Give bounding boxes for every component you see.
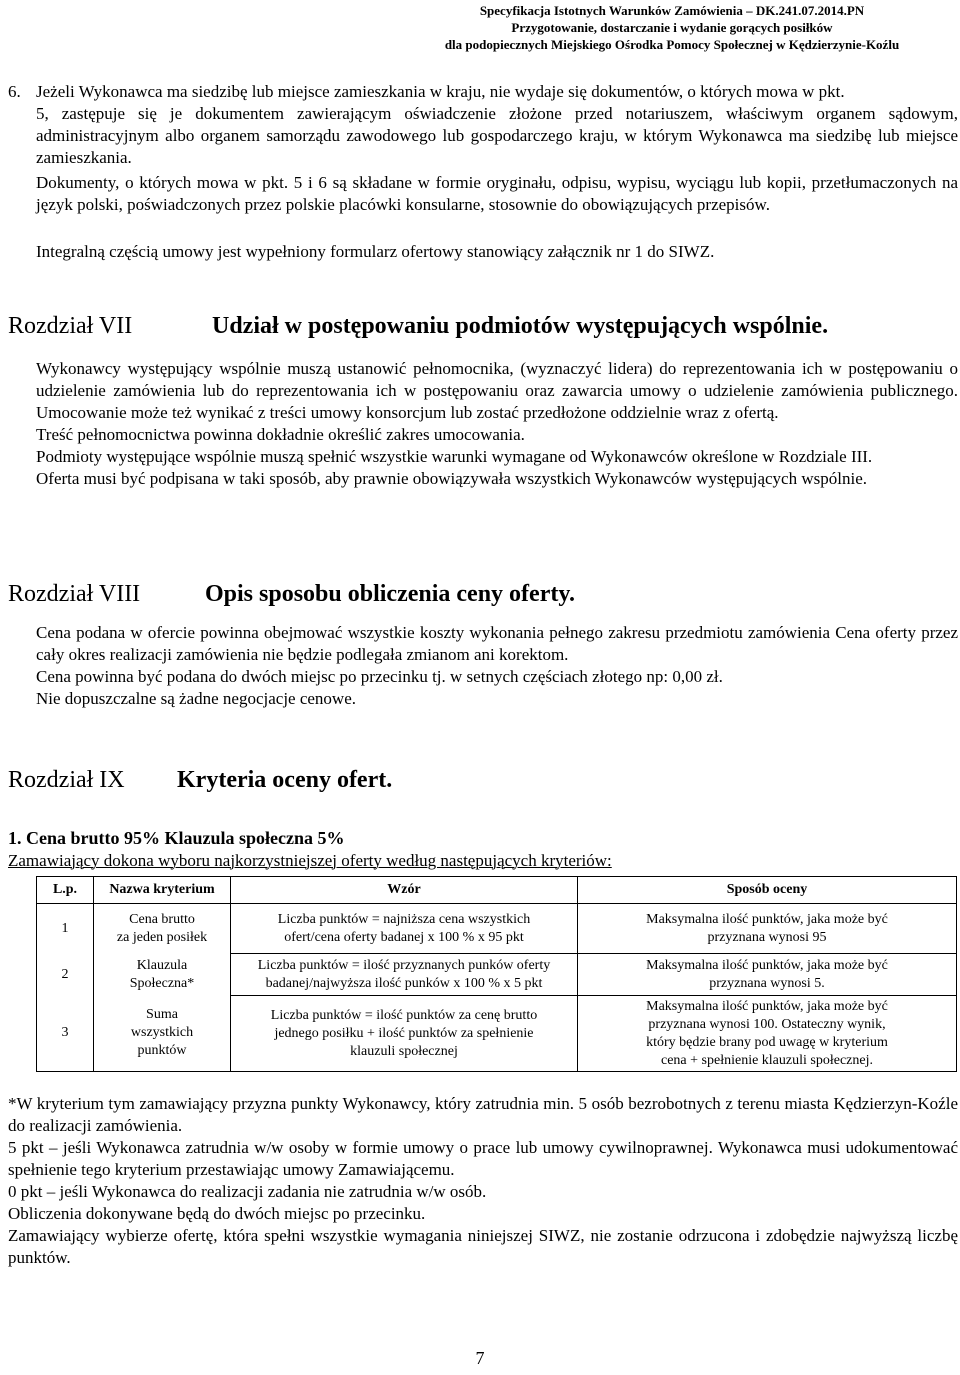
cell-formula: Liczba punktów = ilość przyznanych punków oferty badanej/najwyższa ilość punków x 100 % x 5 pkt — [231, 954, 578, 996]
section-6-line1: Jeżeli Wykonawca ma siedzibę lub miejsce zamieszkania w kraju, nie wydaje się dokumentów, o których mowa w pkt. — [36, 82, 845, 101]
cell-formula: Liczba punktów = najniższa cena wszystkich ofert/cena oferty badanej x 100 % x 95 pkt — [231, 904, 578, 954]
page-number: 7 — [475, 1348, 485, 1368]
list-item: Cena powinna być podana do dwóch miejsc po przecinku tj. w setnych częściach złotego np: 0,00 zł. — [36, 667, 723, 686]
table-row — [37, 904, 957, 954]
table-row — [37, 954, 957, 996]
list-item: Wykonawcy występujący wspólnie muszą ustanowić pełnomocnika, (wyznaczyć lidera) do reprezentowania ich w postępowaniu o udzielenie zamówienia lub do reprezentowania ich w postępowaniu oraz zawarcia umowy o udzielenie zamówienia publicznego. Umocowanie może też wynikać z treści umowy konsorcjum lub zostać przedłożone oddzielnie wraz z ofertą. — [36, 359, 958, 422]
cell-name: Suma wszystkich punktów — [94, 996, 231, 1072]
header-lp: L.p. — [37, 877, 94, 904]
chapter-8-list — [8, 622, 958, 710]
cell-method: Maksymalna ilość punktów, jaka może być przyznana wynosi 100. Ostateczny wynik, który będzie brany pod uwagę w kryterium cena + spełnienie klauzuli społecznej. — [578, 996, 957, 1072]
chapter-9-subhead: 1. Cena brutto 95% Klauzula społeczna 5% — [8, 828, 345, 848]
chapter-7-heading — [8, 311, 132, 341]
document-header — [392, 2, 952, 53]
section-8-number — [8, 241, 36, 263]
table-header-row — [37, 877, 957, 904]
section-8 — [8, 241, 958, 263]
list-item: Nie dopuszczalne są żadne negocjacje cenowe. — [36, 689, 356, 708]
list-item: Podmioty występujące wspólnie muszą spełnić wszystkie warunki wymagane od Wykonawców określone w Rozdziale III. — [36, 447, 873, 466]
chapter-7-list — [8, 358, 958, 490]
section-6 — [8, 81, 958, 169]
footnote: 5 pkt – jeśli Wykonawca zatrudnia w/w osoby w formie umowy o prace lub umowy cywilnoprawnej. Wykonawca musi udokumentować spełnienie tego kryterium przestawiając umowy Zamawiającemu. — [8, 1138, 958, 1179]
footnote: 0 pkt – jeśli Wykonawca do realizacji zadania nie zatrudnia w/w osób. — [8, 1182, 487, 1201]
list-item: Oferta musi być podpisana w taki sposób, aby prawnie obowiązywała wszystkich Wykonawców występujących wspólnie. — [36, 469, 867, 488]
table-row — [37, 996, 957, 1072]
chapter-9-number: Rozdział IX — [8, 767, 125, 793]
cell-method: Maksymalna ilość punktów, jaka może być przyznana wynosi 95 — [578, 904, 957, 954]
section-6-number: 6. — [8, 82, 21, 101]
chapter-9-title: Kryteria oceny ofert. — [177, 767, 393, 793]
header-line-2: Przygotowanie, dostarczanie i wydanie gorących posiłków — [511, 20, 833, 35]
chapter-8-number: Rozdział VIII — [8, 581, 141, 607]
cell-formula: Liczba punktów = ilość punktów za cenę brutto jednego posiłku + ilość punktów za spełnienie klauzuli społecznej — [231, 996, 578, 1072]
footnote: *W kryterium tym zamawiający przyzna punkty Wykonawcy, który zatrudnia min. 5 osób bezrobotnych z terenu miasta Kędzierzyn-Koźle do realizacji zamówienia. — [8, 1094, 958, 1135]
footnote: Obliczenia dokonywane będą do dwóch miejsc po przecinku. — [8, 1204, 426, 1223]
footnotes — [8, 1093, 958, 1269]
chapter-8-title: Opis sposobu obliczenia ceny oferty. — [205, 581, 576, 607]
header-name: Nazwa kryterium — [94, 877, 231, 904]
section-6-text: 5, zastępuje się je dokumentem zawierającym oświadczenie złożone przed notariuszem, właściwym organem sądowym, administracyjnym albo organem samorządu zawodowego lub gospodarczego kraju, w którym Wykonawca ma siedzibę lub miejsce zamieszkania. — [36, 104, 958, 167]
header-formula: Wzór — [231, 877, 578, 904]
section-7-text: Dokumenty, o których mowa w pkt. 5 i 6 są składane w formie oryginału, odpisu, wypisu, wyciągu lub kopii, przetłumaczonych na język polski, poświadczonych przez polskie placówki konsularne, stosownie do obowiązujących przepisów. — [36, 173, 958, 214]
header-line-1: Specyfikacja Istotnych Warunków Zamówienia – DK.241.07.2014.PN — [479, 3, 865, 18]
header-line-3: dla podopiecznych Miejskiego Ośrodka Pomocy Społecznej w Kędzierzynie-Koźlu — [444, 37, 900, 52]
section-7 — [8, 172, 958, 216]
chapter-7-number: Rozdział VII — [8, 313, 133, 339]
chapter-9-intro: Zamawiający dokona wyboru najkorzystniejszej oferty według następujących kryteriów: — [8, 851, 612, 870]
cell-lp: 1 — [37, 904, 94, 954]
cell-lp: 3 — [37, 996, 94, 1072]
cell-lp: 2 — [37, 954, 94, 996]
cell-name: Cena brutto za jeden posiłek — [94, 904, 231, 954]
section-7-number — [8, 172, 36, 194]
chapter-7-title: Udział w postępowaniu podmiotów występujących wspólnie. — [212, 313, 829, 339]
cell-name: Klauzula Społeczna* — [94, 954, 231, 996]
list-item: Treść pełnomocnictwa powinna dokładnie określić zakres umocowania. — [36, 425, 525, 444]
footnote: Zamawiający wybierze ofertę, która spełni wszystkie wymagania niniejszej SIWZ, nie zostanie odrzucona i zdobędzie najwyższą liczbę punktów. — [8, 1226, 958, 1267]
list-item: Cena podana w ofercie powinna obejmować wszystkie koszty wykonania pełnego zakresu przedmiotu zamówienia Cena oferty przez cały okres realizacji zamówienia nie będzie podlegała zmianom ani korektom. — [36, 623, 958, 664]
cell-method: Maksymalna ilość punktów, jaka może być przyznana wynosi 5. — [578, 954, 957, 996]
section-8-text: Integralną częścią umowy jest wypełniony formularz ofertowy stanowiący załącznik nr 1 do SIWZ. — [36, 242, 715, 261]
header-method: Sposób oceny — [578, 877, 957, 904]
criteria-table — [36, 876, 957, 1072]
